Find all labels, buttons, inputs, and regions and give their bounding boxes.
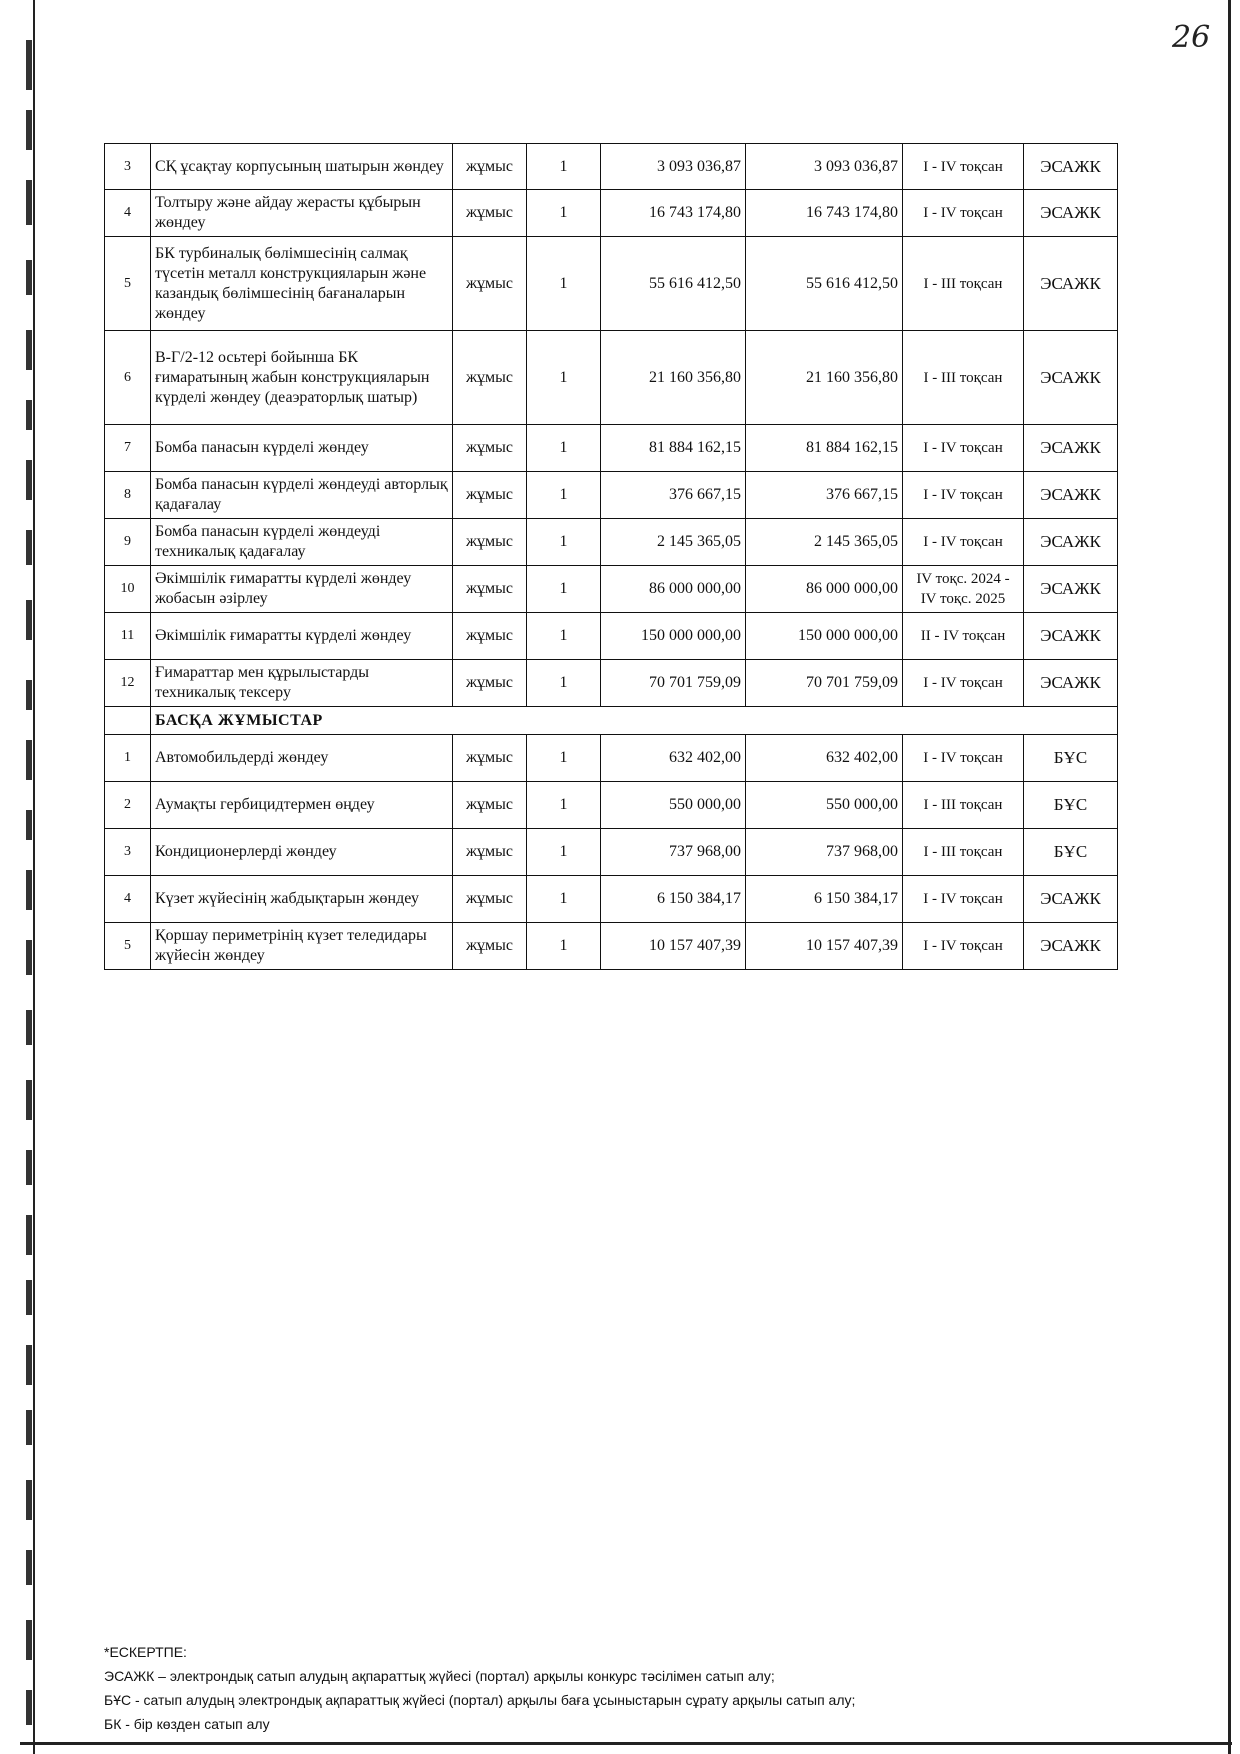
total-amount: 81 884 162,15 [746, 425, 903, 472]
row-number: 9 [105, 519, 151, 566]
total-amount: 55 616 412,50 [746, 237, 903, 331]
period: I - IV тоқсан [903, 923, 1024, 970]
section-title: БАСҚА ЖҰМЫСТАР [151, 707, 1118, 735]
procurement-method: ЭСАЖК [1024, 519, 1118, 566]
period: I - IV тоқсан [903, 735, 1024, 782]
period: I - III тоқсан [903, 829, 1024, 876]
footnote-title: *ЕСКЕРТПЕ: [104, 1644, 187, 1660]
unit-price: 2 145 365,05 [601, 519, 746, 566]
table-row [105, 613, 1118, 660]
procurement-method: ЭСАЖК [1024, 425, 1118, 472]
quantity: 1 [527, 144, 601, 190]
total-amount: 70 701 759,09 [746, 660, 903, 707]
period: I - IV тоқсан [903, 472, 1024, 519]
unit: жұмыс [453, 566, 527, 613]
procurement-method: ЭСАЖК [1024, 566, 1118, 613]
table-row [105, 566, 1118, 613]
row-number: 4 [105, 876, 151, 923]
unit-price: 632 402,00 [601, 735, 746, 782]
procurement-method: ЭСАЖК [1024, 331, 1118, 425]
row-number: 5 [105, 237, 151, 331]
row-number: 3 [105, 829, 151, 876]
unit: жұмыс [453, 613, 527, 660]
table-row [105, 237, 1118, 331]
quantity: 1 [527, 876, 601, 923]
footnote-line: БК - бір көзден сатып алу [104, 1716, 270, 1732]
row-number: 8 [105, 472, 151, 519]
work-name: Қоршау периметрінің күзет теледидары жүйесін жөндеу [151, 923, 453, 970]
row-number: 10 [105, 566, 151, 613]
procurement-table [104, 143, 1118, 970]
row-number: 5 [105, 923, 151, 970]
total-amount: 3 093 036,87 [746, 144, 903, 190]
quantity: 1 [527, 519, 601, 566]
period: I - III тоқсан [903, 331, 1024, 425]
unit-price: 10 157 407,39 [601, 923, 746, 970]
total-amount: 550 000,00 [746, 782, 903, 829]
procurement-method: БҰС [1024, 829, 1118, 876]
unit: жұмыс [453, 331, 527, 425]
total-amount: 16 743 174,80 [746, 190, 903, 237]
quantity: 1 [527, 735, 601, 782]
period: I - IV тоқсан [903, 190, 1024, 237]
period: I - III тоқсан [903, 237, 1024, 331]
row-number: 6 [105, 331, 151, 425]
table-row [105, 190, 1118, 237]
work-name: Автомобильдерді жөндеу [151, 735, 453, 782]
quantity: 1 [527, 782, 601, 829]
period: I - IV тоқсан [903, 144, 1024, 190]
procurement-method: БҰС [1024, 782, 1118, 829]
total-amount: 632 402,00 [746, 735, 903, 782]
row-number: 4 [105, 190, 151, 237]
quantity: 1 [527, 425, 601, 472]
table-row [105, 425, 1118, 472]
total-amount: 150 000 000,00 [746, 613, 903, 660]
row-number: 11 [105, 613, 151, 660]
procurement-method: ЭСАЖК [1024, 613, 1118, 660]
row-number: 3 [105, 144, 151, 190]
unit: жұмыс [453, 735, 527, 782]
period: I - III тоқсан [903, 782, 1024, 829]
quantity: 1 [527, 566, 601, 613]
unit-price: 70 701 759,09 [601, 660, 746, 707]
table-row [105, 331, 1118, 425]
row-number: 7 [105, 425, 151, 472]
total-amount: 376 667,15 [746, 472, 903, 519]
unit: жұмыс [453, 144, 527, 190]
unit-price: 21 160 356,80 [601, 331, 746, 425]
unit-price: 376 667,15 [601, 472, 746, 519]
section-number-cell [105, 707, 151, 735]
scan-edge-right [1228, 0, 1231, 1754]
procurement-method: ЭСАЖК [1024, 923, 1118, 970]
unit: жұмыс [453, 829, 527, 876]
quantity: 1 [527, 190, 601, 237]
quantity: 1 [527, 829, 601, 876]
unit: жұмыс [453, 782, 527, 829]
row-number: 2 [105, 782, 151, 829]
work-name: Күзет жүйесінің жабдықтарын жөндеу [151, 876, 453, 923]
quantity: 1 [527, 237, 601, 331]
quantity: 1 [527, 923, 601, 970]
period: IV тоқс. 2024 - IV тоқс. 2025 [903, 566, 1024, 613]
unit: жұмыс [453, 923, 527, 970]
row-number: 12 [105, 660, 151, 707]
table-row [105, 144, 1118, 190]
total-amount: 6 150 384,17 [746, 876, 903, 923]
page-number: 26 [1172, 20, 1211, 55]
work-name: Бомба панасын күрделі жөндеуді техникалық қадағалау [151, 519, 453, 566]
table-row [105, 472, 1118, 519]
unit-price: 550 000,00 [601, 782, 746, 829]
table-row [105, 519, 1118, 566]
section-header-row [105, 707, 1118, 735]
work-name: Толтыру және айдау жерасты құбырын жөндеу [151, 190, 453, 237]
footnote [104, 1640, 1204, 1736]
work-name: СҚ ұсақтау корпусының шатырын жөндеу [151, 144, 453, 190]
quantity: 1 [527, 472, 601, 519]
total-amount: 737 968,00 [746, 829, 903, 876]
procurement-method: ЭСАЖК [1024, 876, 1118, 923]
unit-price: 3 093 036,87 [601, 144, 746, 190]
unit: жұмыс [453, 472, 527, 519]
period: I - IV тоқсан [903, 876, 1024, 923]
table-row [105, 735, 1118, 782]
work-name: Аумақты гербицидтермен өңдеу [151, 782, 453, 829]
procurement-method: ЭСАЖК [1024, 144, 1118, 190]
table-row [105, 876, 1118, 923]
work-name: БК турбиналық бөлімшесінің салмақ түсетін металл конструкцияларын және казандық бөлімшесінің бағаналарын жөндеу [151, 237, 453, 331]
table-row [105, 829, 1118, 876]
table-row [105, 660, 1118, 707]
period: II - IV тоқсан [903, 613, 1024, 660]
procurement-method: ЭСАЖК [1024, 237, 1118, 331]
unit-price: 737 968,00 [601, 829, 746, 876]
work-name: Бомба панасын күрделі жөндеу [151, 425, 453, 472]
work-name: Әкімшілік ғимаратты күрделі жөндеу [151, 613, 453, 660]
total-amount: 10 157 407,39 [746, 923, 903, 970]
unit-price: 6 150 384,17 [601, 876, 746, 923]
work-name: Бомба панасын күрделі жөндеуді авторлық қадағалау [151, 472, 453, 519]
unit-price: 81 884 162,15 [601, 425, 746, 472]
unit-price: 16 743 174,80 [601, 190, 746, 237]
unit: жұмыс [453, 190, 527, 237]
quantity: 1 [527, 660, 601, 707]
footnote-line: БҰС - сатып алудың электрондық ақпараттық жүйесі (портал) арқылы баға ұсыныстарын сұрату арқылы сатып алу; [104, 1692, 856, 1708]
unit: жұмыс [453, 519, 527, 566]
procurement-method: ЭСАЖК [1024, 660, 1118, 707]
row-number: 1 [105, 735, 151, 782]
work-name: Әкімшілік ғимаратты күрделі жөндеу жобасын әзірлеу [151, 566, 453, 613]
unit-price: 55 616 412,50 [601, 237, 746, 331]
footnote-line: ЭСАЖК – электрондық сатып алудың ақпараттық жүйесі (портал) арқылы конкурс тәсілімен сатып алу; [104, 1668, 775, 1684]
unit-price: 86 000 000,00 [601, 566, 746, 613]
unit: жұмыс [453, 660, 527, 707]
work-name: Кондиционерлерді жөндеу [151, 829, 453, 876]
unit: жұмыс [453, 876, 527, 923]
quantity: 1 [527, 331, 601, 425]
quantity: 1 [527, 613, 601, 660]
unit: жұмыс [453, 425, 527, 472]
procurement-method: ЭСАЖК [1024, 472, 1118, 519]
period: I - IV тоқсан [903, 519, 1024, 566]
total-amount: 2 145 365,05 [746, 519, 903, 566]
total-amount: 86 000 000,00 [746, 566, 903, 613]
binding-holes-strip [4, 0, 44, 1754]
period: I - IV тоқсан [903, 425, 1024, 472]
scan-edge-bottom [20, 1742, 1232, 1745]
unit: жұмыс [453, 237, 527, 331]
table-row [105, 782, 1118, 829]
period: I - IV тоқсан [903, 660, 1024, 707]
table-row [105, 923, 1118, 970]
work-name: В-Г/2-12 осьтері бойынша БК ғимаратының жабын конструкцияларын күрделі жөндеу (деаэраторлық шатыр) [151, 331, 453, 425]
procurement-method: БҰС [1024, 735, 1118, 782]
procurement-method: ЭСАЖК [1024, 190, 1118, 237]
work-name: Ғимараттар мен құрылыстарды техникалық тексеру [151, 660, 453, 707]
unit-price: 150 000 000,00 [601, 613, 746, 660]
total-amount: 21 160 356,80 [746, 331, 903, 425]
